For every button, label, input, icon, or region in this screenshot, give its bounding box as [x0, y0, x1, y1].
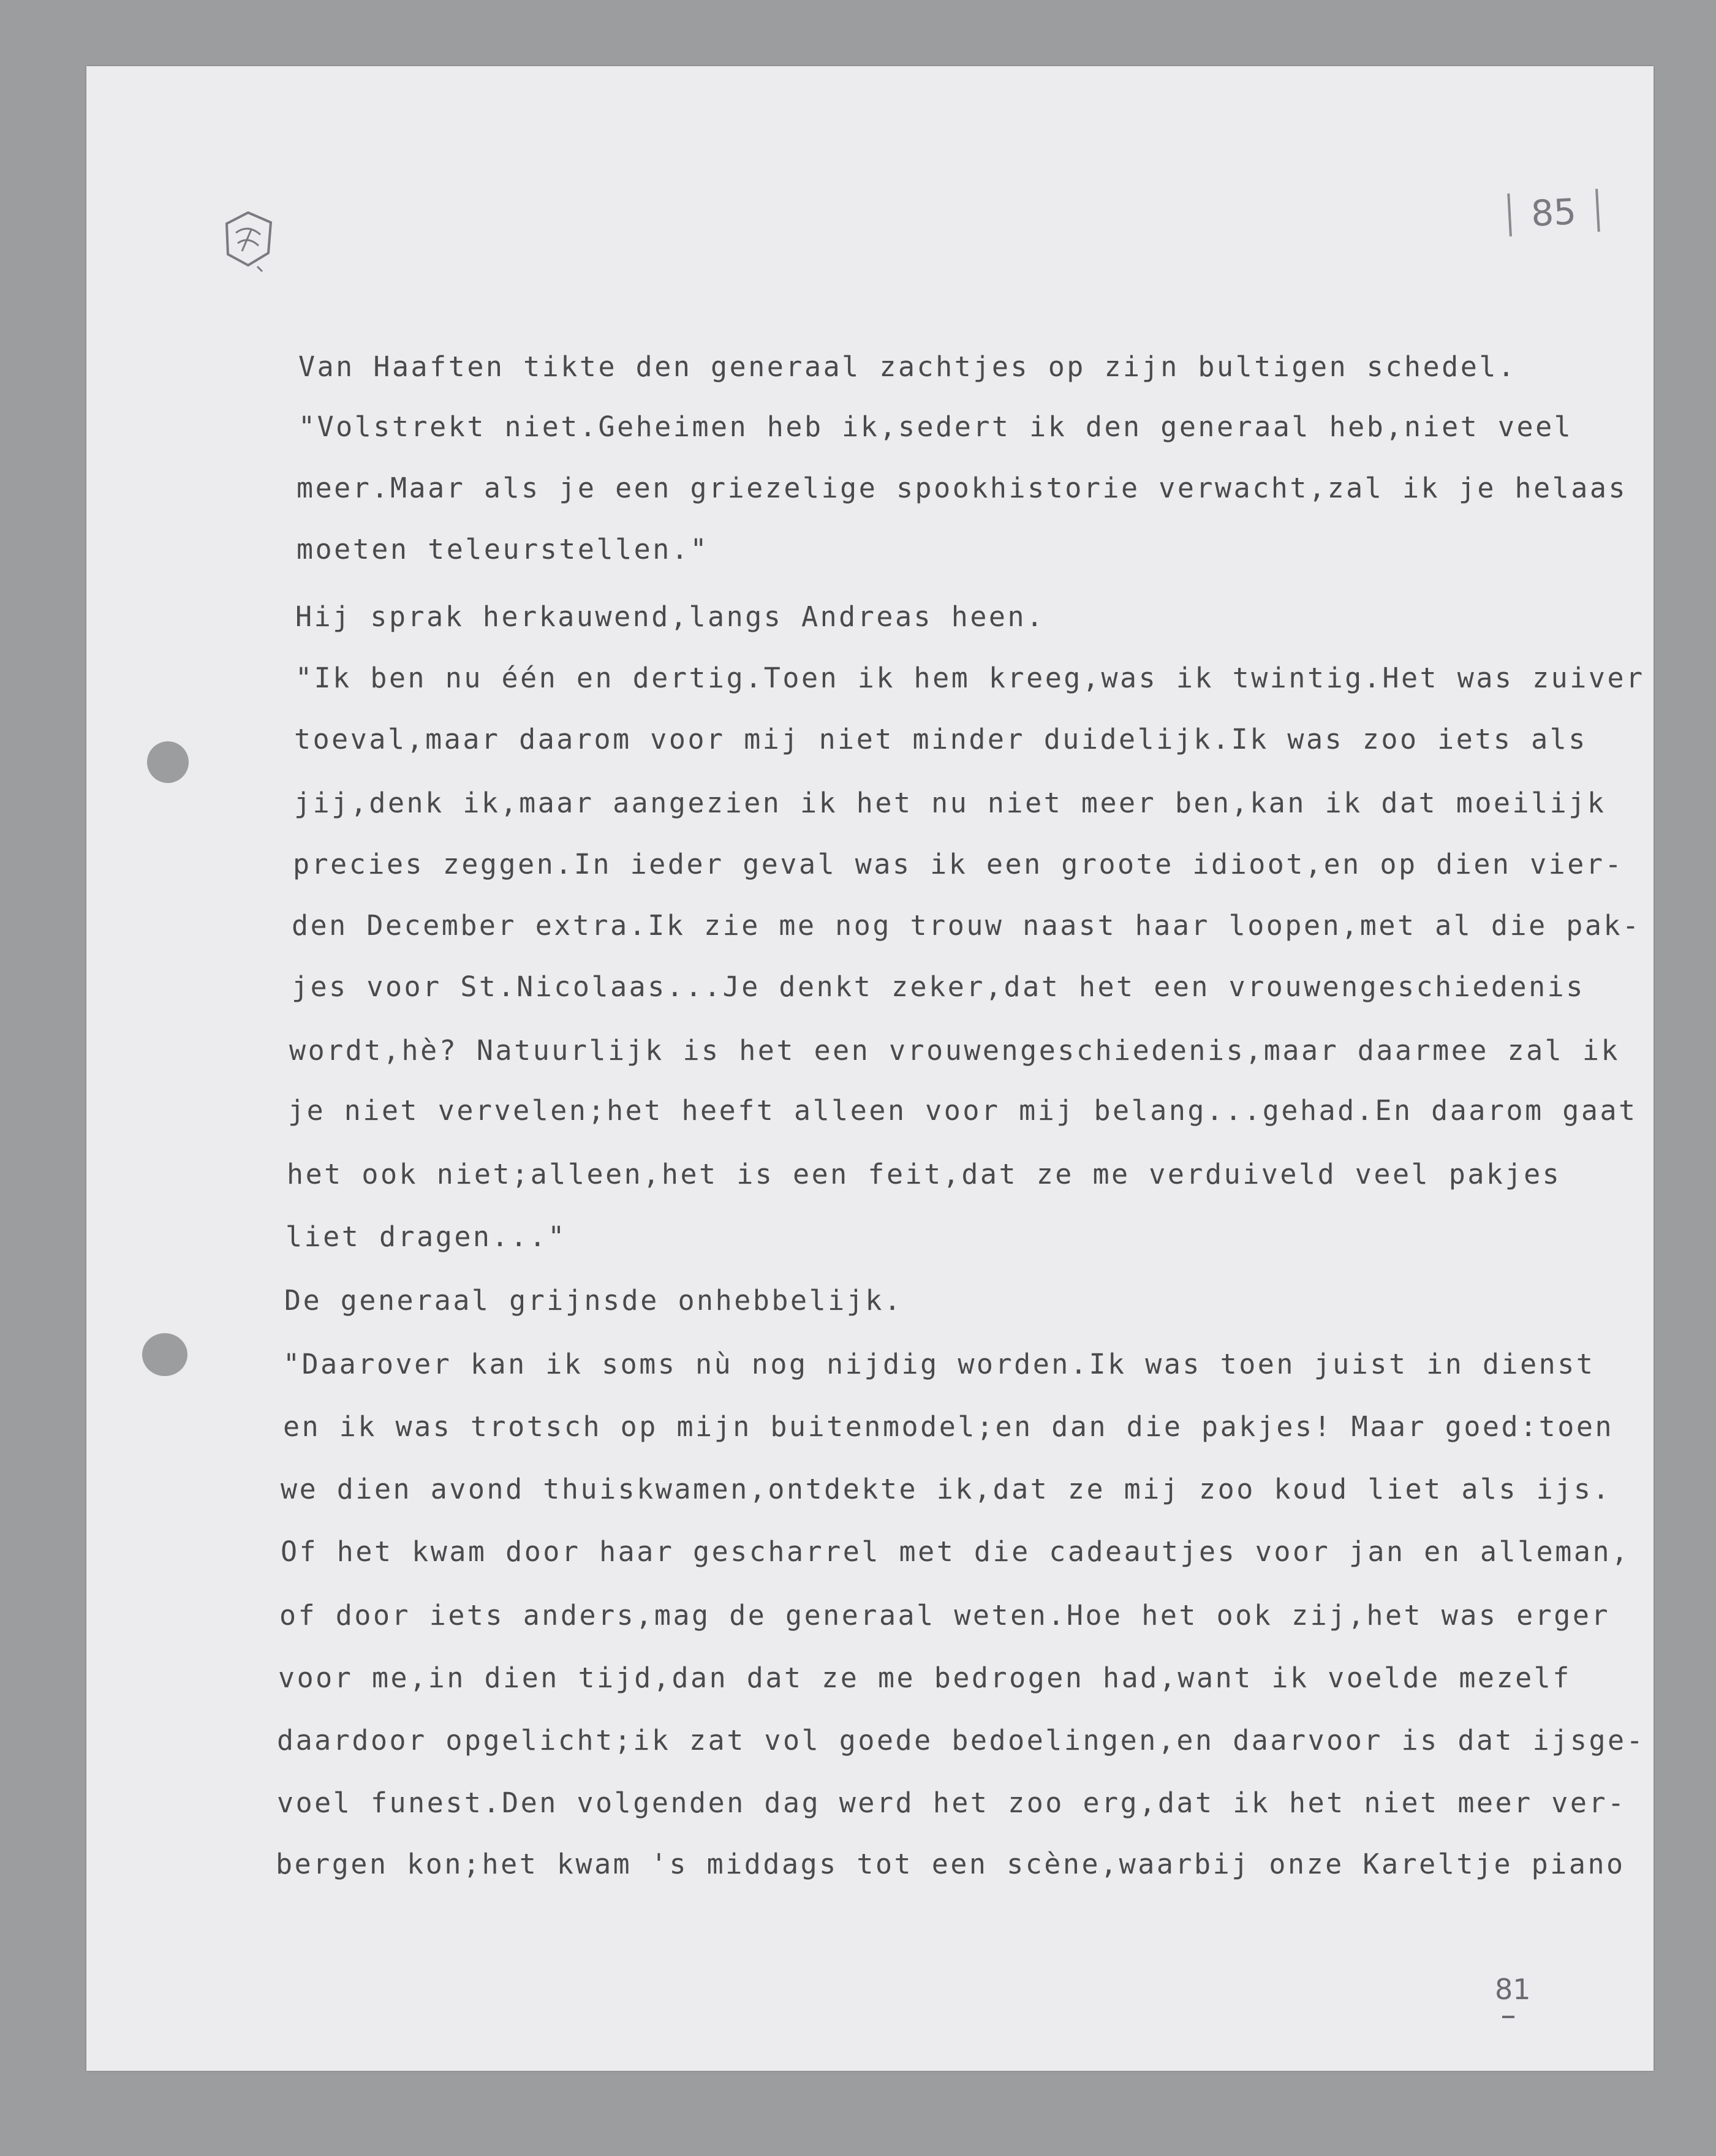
text-line: meer.Maar als je een griezelige spookhistorie verwacht,zal ik je helaas — [297, 472, 1628, 504]
archive-stamp-icon — [214, 205, 282, 273]
text-line: Van Haaften tikte den generaal zachtjes op zijn bultigen schedel. — [298, 350, 1517, 383]
text-line: jes voor St.Nicolaas...Je denkt zeker,dat het een vrouwengeschiedenis — [292, 970, 1585, 1003]
text-line: bergen kon;het kwam 's middags tot een scène,waarbij onze Kareltje piano — [276, 1848, 1625, 1880]
text-line: den December extra.Ik zie me nog trouw naast haar loopen,met al die pak- — [292, 909, 1641, 942]
text-line: of door iets anders,mag de generaal weten.Hoe het ook zij,het was erger — [279, 1599, 1611, 1632]
text-line: het ook niet;alleen,het is een feit,dat ze me verduiveld veel pakjes — [287, 1158, 1562, 1190]
punch-hole-top — [147, 741, 189, 783]
text-line: jij,denk ik,maar aangezien ik het nu niet meer ben,kan ik dat moeilijk — [294, 787, 1606, 819]
text-line: moeten teleurstellen." — [297, 533, 709, 565]
text-line: en ik was trotsch op mijn buitenmodel;en dan die pakjes! Maar goed:toen — [283, 1410, 1614, 1443]
text-line: je niet vervelen;het heeft alleen voor mij belang...gehad.En daarom gaat — [288, 1094, 1638, 1127]
folio-underline — [1502, 2016, 1514, 2018]
text-line: Of het kwam door haar gescharrel met die cadeautjes voor jan en alleman, — [281, 1535, 1630, 1568]
text-line: voel funest.Den volgenden dag werd het zoo erg,dat ik het niet meer ver- — [277, 1787, 1627, 1819]
text-line: De generaal grijnsde onhebbelijk. — [284, 1284, 903, 1317]
text-line: we dien avond thuiskwamen,ontdekte ik,dat ze mij zoo koud liet als ijs. — [281, 1473, 1612, 1505]
text-line: "Volstrekt niet.Geheimen heb ik,sedert ik den generaal heb,niet veel — [298, 410, 1573, 443]
folio-number: 81 — [1495, 1973, 1531, 2006]
text-line: precies zeggen.In ieder geval was ik een groote idioot,en op dien vier- — [293, 848, 1624, 880]
text-line: liet dragen..." — [285, 1220, 567, 1253]
text-line: Hij sprak herkauwend,langs Andreas heen. — [295, 600, 1045, 633]
text-line: "Ik ben nu één en dertig.Toen ik hem kreeg,was ik twintig.Het was zuiver — [295, 662, 1645, 694]
text-line: daardoor opgelicht;ik zat vol goede bedoelingen,en daarvoor is dat ijsge- — [277, 1724, 1646, 1757]
text-line: toeval,maar daarom voor mij niet minder duidelijk.Ik was zoo iets als — [294, 723, 1587, 755]
text-line: "Daarover kan ik soms nù nog nijdig worden.Ik was toen juist in dienst — [283, 1348, 1595, 1380]
page-number: 85 — [1507, 189, 1600, 236]
punch-hole-bottom — [142, 1333, 187, 1376]
text-line: wordt,hè? Natuurlijk is het een vrouwengeschiedenis,maar daarmee zal ik — [289, 1034, 1620, 1067]
text-line: voor me,in dien tijd,dan dat ze me bedrogen had,want ik voelde mezelf — [278, 1662, 1571, 1694]
